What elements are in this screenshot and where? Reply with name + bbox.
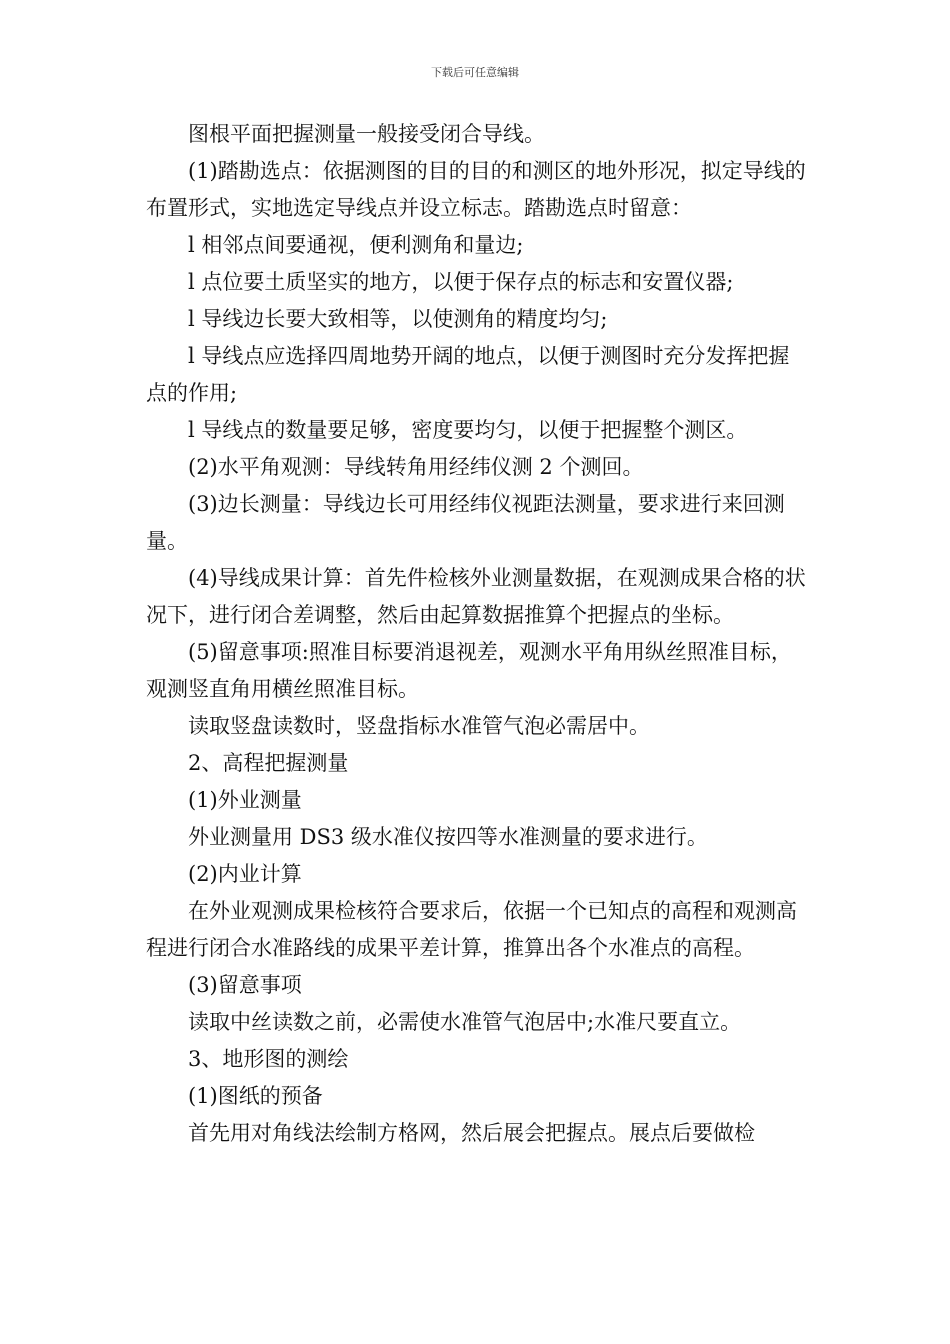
document-body [146, 116, 810, 1152]
section-heading: 2、高程把握测量 [188, 751, 349, 775]
paragraph: 图根平面把握测量一般接受闭合导线。 [188, 122, 545, 146]
subsection-heading: (3)留意事项 [188, 973, 302, 997]
paragraph: (3)边长测量：导线边长可用经纬仪视距法测量，要求进行来回测量。 [146, 492, 785, 553]
list-item: l 导线点应选择四周地势开阔的地点，以便于测图时充分发挥把握点的作用; [146, 344, 790, 405]
subsection-heading: (1)外业测量 [188, 788, 302, 812]
paragraph: 外业测量用 DS3 级水准仪按四等水准测量的要求进行。 [188, 825, 708, 849]
paragraph: (2)水平角观测：导线转角用经纬仪测 2 个测回。 [188, 455, 644, 479]
paragraph: 读取竖盘读数时，竖盘指标水准管气泡必需居中。 [188, 714, 650, 738]
paragraph: 读取中丝读数之前，必需使水准管气泡居中;水准尺要直立。 [188, 1010, 742, 1034]
list-item: l 导线边长要大致相等，以使测角的精度均匀; [188, 307, 608, 331]
paragraph: 首先用对角线法绘制方格网，然后展会把握点。展点后要做检 [188, 1121, 755, 1145]
paragraph: (1)踏勘选点：依据测图的目的目的和测区的地外形况，拟定导线的布置形式，实地选定导线点并设立标志。踏勘选点时留意： [146, 159, 806, 220]
paragraph: (4)导线成果计算：首先件检核外业测量数据，在观测成果合格的状况下，进行闭合差调整，然后由起算数据推算个把握点的坐标。 [146, 566, 806, 627]
paragraph: 在外业观测成果检核符合要求后，依据一个已知点的高程和观测高程进行闭合水准路线的成果平差计算，推算出各个水准点的高程。 [146, 899, 797, 960]
list-item: l 点位要土质坚实的地方，以便于保存点的标志和安置仪器; [188, 270, 734, 294]
paragraph: (5)留意事项:照准目标要消退视差，观测水平角用纵丝照准目标，观测竖直角用横丝照准目标。 [146, 640, 792, 701]
list-item: l 相邻点间要通视，便利测角和量边; [188, 233, 524, 257]
subsection-heading: (2)内业计算 [188, 862, 302, 886]
subsection-heading: (1)图纸的预备 [188, 1084, 323, 1108]
section-heading: 3、地形图的测绘 [188, 1047, 349, 1071]
list-item: l 导线点的数量要足够，密度要均匀，以便于把握整个测区。 [188, 418, 748, 442]
page-header: 下载后可任意编辑 [431, 66, 519, 79]
